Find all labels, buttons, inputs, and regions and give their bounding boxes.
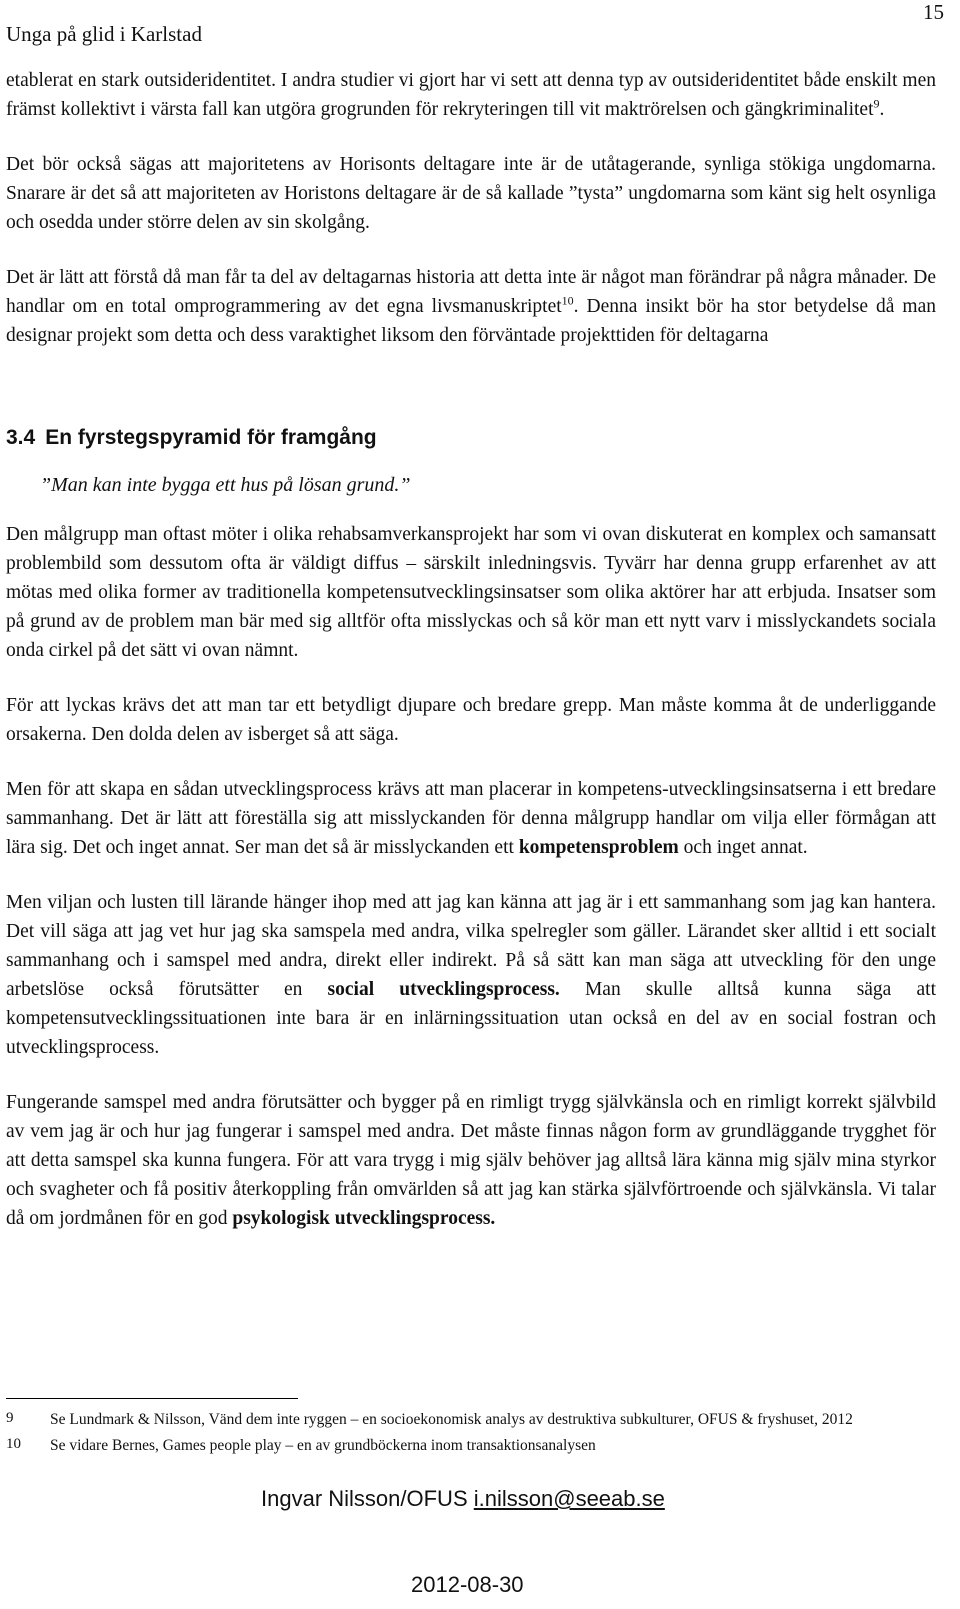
footnote-divider xyxy=(6,1398,298,1399)
section-number: 3.4 xyxy=(6,426,36,449)
footnote-10 xyxy=(6,1436,936,1456)
paragraph-text: Men viljan och lusten till lärande hänger ihop med att jag kan känna att jag är i ett sammanhang som jag kan hantera. Det vill säga att jag vet hur jag ska samspela med andra, vilka spelregler som gäller. Lärandet sker alltid i ett socialt sammanhang och i samspel med andra, direkt eller indirekt. På så sätt kan man säga att utveckling för den unge arbetslöse också förutsätter en xyxy=(6,892,936,1000)
paragraph-text: Det är lätt att förstå då man får ta del av deltagarnas historia att detta inte är något man förändrar på några månader. De handlar om en total omprogrammering av det egna livsmanuskriptet xyxy=(6,267,936,317)
footer-date: 2012-08-30 xyxy=(411,1572,524,1597)
footnote-ref-9[interactable]: 9 xyxy=(873,96,880,111)
paragraph-samspel xyxy=(6,1088,936,1233)
paragraph-kompetensproblem xyxy=(6,775,936,862)
paragraph-tysta-ungdomarna: Det bör också sägas att majoritetens av Horisonts deltagare inte är de utåtagerande, synliga stökiga ungdomarna. Snarare är det så att majoriteten av Horistons deltagare är de så kallade ”tysta” ungdomarna som känt sig helt osynliga och osedda under större delen av sin skolgång. xyxy=(6,154,936,233)
bold-term-psykologisk-utvecklingsprocess: psykologisk utvecklingsprocess. xyxy=(232,1208,496,1229)
paragraph-text-end: . xyxy=(879,99,885,120)
paragraph-outsideridentitet xyxy=(6,66,936,124)
author-email-link[interactable]: i.nilsson@seeab.se xyxy=(473,1486,665,1511)
document-body xyxy=(6,66,936,1259)
paragraph-malgrupp: Den målgrupp man oftast möter i olika rehabsamverkansprojekt har som vi ovan diskuterat en komplex och samansatt problembild som dessutom ofta är väldigt diffus – särskilt inledningsvis. Tyvärr har denna grupp erfarenhet av att mötas med olika former av traditionella kompetensutvecklingsinsatser som olika aktörer har att erbjuda. Insatser som på grund av de problem man bär med sig alltför ofta misslyckas och så kör man ett nytt varv i misslyckandets sociala onda cirkel på det sätt vi ovan nämnt. xyxy=(6,524,936,661)
footnote-ref-10[interactable]: 10 xyxy=(561,293,574,308)
paragraph-text-end: . Denna insikt bör ha stor betydelse då man designar projekt som detta och dess varaktighet liksom den förväntade projekttiden för deltagarna xyxy=(6,296,936,346)
paragraph-livsmanuskriptet xyxy=(6,263,936,350)
section-heading xyxy=(6,425,936,451)
paragraph-text-end: och inget annat. xyxy=(678,837,808,858)
author-name: Ingvar Nilsson/OFUS xyxy=(261,1486,468,1511)
footnote-text: Se vidare Bernes, Games people play – en av grundböckerna inom transaktionsanalysen xyxy=(50,1437,596,1454)
running-header-title: Unga på glid i Karlstad xyxy=(6,22,202,46)
footnotes xyxy=(6,1410,936,1462)
paragraph-text-end: Man skulle alltså kunna säga att kompetensutvecklingssituationen inte bara är en inlärningssituation utan också en del av en social fostran och utvecklingsprocess. xyxy=(6,979,936,1058)
footnote-text: Se Lundmark & Nilsson, Vänd dem inte ryggen – en socioekonomisk analys av destruktiva subkulturer, OFUS & fryshuset, 2012 xyxy=(50,1411,853,1428)
paragraph-text: Fungerande samspel med andra förutsätter och bygger på en rimligt trygg självkänsla och en rimligt korrekt självbild av vem jag är och hur jag fungerar i samspel med andra. Det måste finnas någon form av grundläggande trygghet för att detta samspel ska kunna fungera. För att vara trygg i mig själv behöver jag alltså lära känna mig själv mina styrkor och svagheter och få positiv återkoppling från omvärlden så att jag kan stärka självförtroende och självkänsla. Vi talar då om jordmånen för en god xyxy=(6,1092,936,1229)
paragraph-text: Men för att skapa en sådan utvecklingsprocess krävs att man placerar in kompetens-utvecklingsinsatserna i ett bredare sammanhang. Det är lätt att föreställa sig att misslyckanden för denna målgrupp handlar om vilja eller förmågan att lära sig. Det och inget annat. Ser man det så är misslyckanden ett xyxy=(6,779,936,858)
bold-term-social-utvecklingsprocess: social utvecklingsprocess. xyxy=(327,979,560,1000)
footnote-9 xyxy=(6,1410,936,1430)
footnote-number: 10 xyxy=(6,1436,21,1452)
page-number: 15 xyxy=(923,0,944,24)
section-title: En fyrstegspyramid för framgång xyxy=(45,426,377,449)
bold-term-kompetensproblem: kompetensproblem xyxy=(518,837,679,858)
footer-author xyxy=(261,1486,665,1512)
paragraph-lyckas: För att lyckas krävs det att man tar ett betydligt djupare och bredare grepp. Man måste komma åt de underliggande orsakerna. Den dolda delen av isberget så att säga. xyxy=(6,695,936,745)
paragraph-text: etablerat en stark outsideridentitet. I andra studier vi gjort har vi sett att denna typ av outsideridentitet både enskilt men främst kollektivt i värsta fall kan utgöra grogrunden för rekryteringen till vit maktrörelsen och gängkriminalitet xyxy=(6,70,936,120)
footnote-number: 9 xyxy=(6,1410,14,1426)
section-quote: ”Man kan inte bygga ett hus på lösan grund.” xyxy=(40,474,411,496)
paragraph-social-utveckling xyxy=(6,888,936,1062)
